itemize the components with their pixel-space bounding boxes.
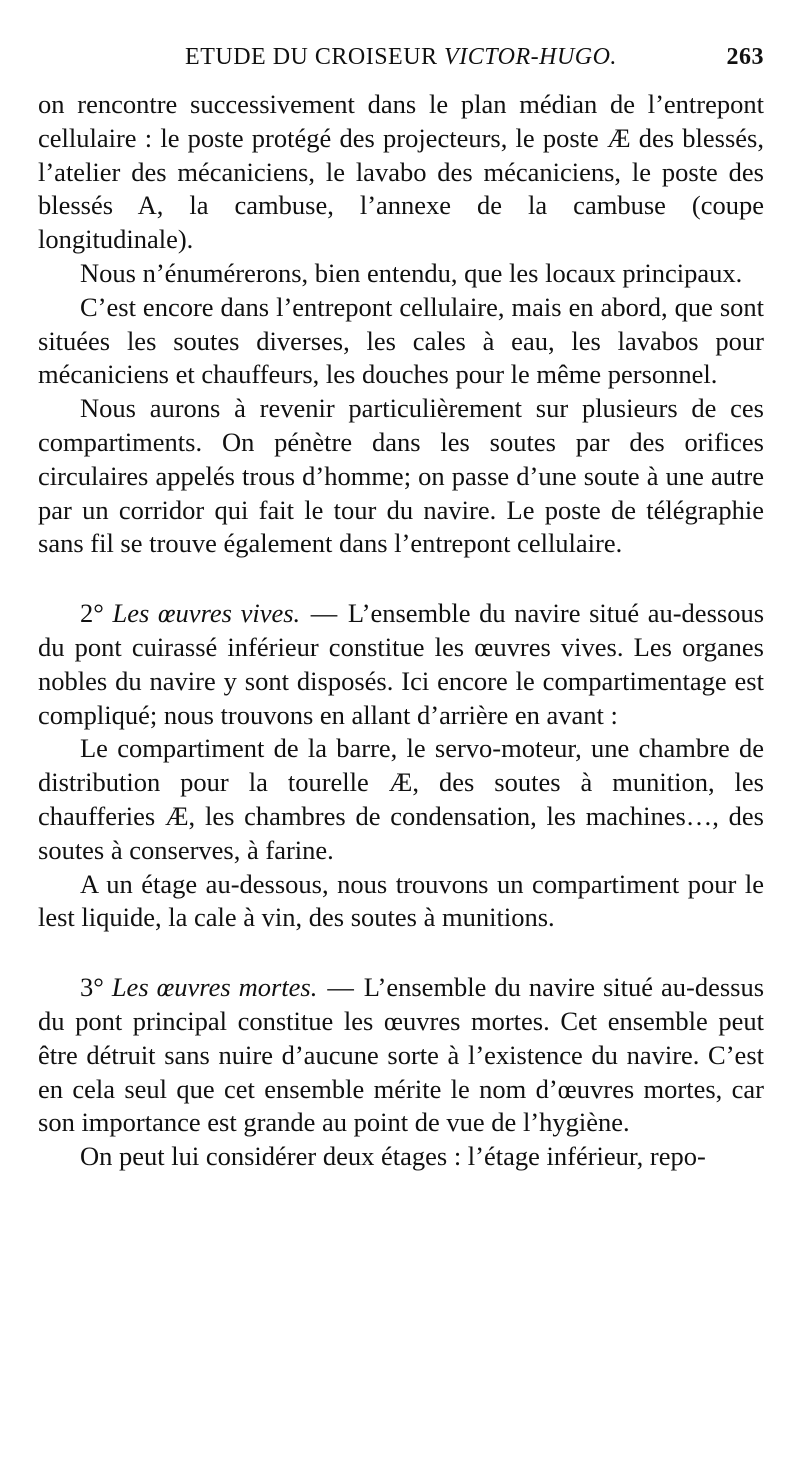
body-text: [38, 88, 764, 1174]
section-dash: —: [310, 598, 338, 629]
paragraph-etage-dessous: A un étage au-dessous, nous trouvons un compartiment pour le lest liquide, la cale à vin, des soutes à munitions.: [38, 868, 764, 933]
section-gap: [38, 935, 764, 971]
running-title-ship-name: VICTOR-HUGO.: [444, 44, 617, 70]
paragraph-locaux-principaux: Nous n’énumérerons, bien entendu, que les locaux principaux.: [80, 257, 743, 288]
section-gap: [38, 561, 764, 597]
section-text: L’ensemble du navire situé au-dessous du pont cuirassé inférieur constitue les œuvres vives. Les organes nobles du navire y sont disposés. Ici encore le compartimentage est compliqué; nous trouvons en allant d’arrière en avant :: [38, 598, 765, 730]
section-oeuvres-vives: [38, 597, 764, 732]
running-head: [38, 44, 764, 84]
section-dash: —: [327, 972, 354, 1003]
section-number: 3°: [80, 972, 104, 1003]
paragraph-compartiments: Nous aurons à revenir particulièrement sur plusieurs de ces compartiments. On pénètre dans les soutes par des orifices circulaires appelés trous d’homme; on passe d’une soute à une autre par un corridor qui fait le tour du navire. Le poste de télégraphie sans fil se trouve également dans l’entrepont cellulaire.: [38, 393, 764, 559]
section-title: Les œuvres vives.: [112, 598, 301, 629]
section-text: L’ensemble du navire situé au-dessus du pont principal constitue les œuvres mortes. Cet ensemble peut être détruit sans nuire d’aucune sorte à l’existence du navire. C’est en cela seul que cet ensemble mérite le nom d’œuvres mortes, car son importance est grande au point de vue de l’hygiène.: [38, 972, 765, 1138]
section-number: 2°: [80, 598, 104, 629]
running-title: [38, 44, 764, 71]
paragraph-deux-etages: On peut lui considérer deux étages : l’étage inférieur, repo-: [80, 1141, 706, 1172]
section-oeuvres-mortes: [38, 971, 764, 1140]
paragraph-entrepont-median: on rencontre successivement dans le plan médian de l’entrepont cellulaire : le poste protégé des projecteurs, le poste Æ des blessés, l’atelier des mécaniciens, le lavabo des mécaniciens, le poste des blessés A, la cambuse, l’annexe de la cambuse (coupe longitudinale).: [38, 89, 764, 255]
page-number: 263: [726, 44, 764, 70]
paragraph-compartiment-barre: Le compartiment de la barre, le servo-moteur, une chambre de distribution pour la tourelle Æ, des soutes à munition, les chaufferies Æ, les chambres de condensation, les machines…, des soutes à conserves, à farine.: [38, 733, 764, 865]
paragraph-soutes-diverses: C’est encore dans l’entrepont cellulaire, mais en abord, que sont situées les soutes diverses, les cales à eau, les lavabos pour mécaniciens et chauffeurs, les douches pour le même personnel.: [38, 291, 764, 390]
section-title: Les œuvres mortes.: [111, 972, 318, 1003]
running-title-prefix: ETUDE DU CROISEUR: [185, 44, 445, 70]
